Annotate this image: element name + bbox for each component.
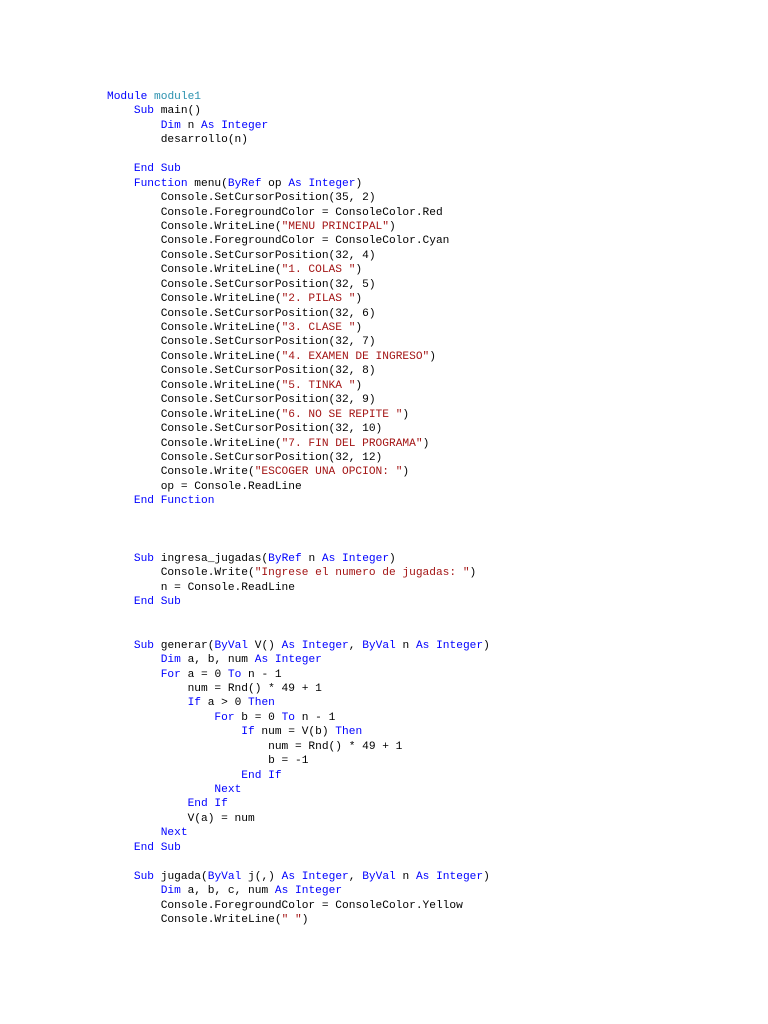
code-text: Console.SetCursorPosition(32, 7)	[107, 336, 376, 349]
code-line	[107, 292, 490, 306]
code-text: )	[469, 567, 477, 580]
code-text: V(a) = num	[107, 812, 255, 825]
keyword-token: To	[227, 668, 242, 681]
code-text: Console.Write(	[107, 466, 255, 479]
keyword-token: As	[274, 885, 289, 898]
code-text	[107, 163, 134, 175]
code-text	[147, 91, 154, 103]
keyword-token: Integer	[301, 870, 349, 883]
code-text: Console.ForegroundColor = ConsoleColor.Cyan	[107, 235, 450, 248]
code-line	[107, 408, 490, 422]
blank-line	[107, 538, 490, 552]
keyword-token: If	[241, 726, 255, 739]
code-text: )	[355, 379, 363, 392]
code-text: a, b, c, num	[180, 885, 275, 898]
type-token: module1	[154, 91, 202, 103]
code-text: )	[402, 408, 410, 421]
code-line	[107, 639, 490, 653]
keyword-token: As	[288, 177, 302, 190]
code-line	[107, 364, 490, 378]
code-line	[107, 191, 490, 205]
keyword-token: ByVal	[207, 870, 242, 883]
keyword-token: ByVal	[214, 639, 249, 652]
keyword-token: As	[281, 870, 296, 883]
code-text: Console.SetCursorPosition(32, 5)	[107, 278, 376, 291]
code-text	[107, 553, 134, 565]
keyword-token: Dim	[160, 119, 181, 132]
code-text: Console.WriteLine(	[107, 408, 282, 421]
code-line	[107, 566, 490, 580]
code-text	[107, 495, 134, 507]
code-line	[107, 812, 490, 826]
string-literal: "5. TINKA "	[281, 379, 356, 392]
code-text: Console.SetCursorPosition(32, 10)	[107, 423, 383, 436]
code-line	[107, 177, 490, 191]
code-line	[107, 422, 490, 436]
code-line	[107, 437, 490, 451]
code-line	[107, 234, 490, 248]
code-line	[107, 870, 490, 884]
keyword-token: As	[254, 654, 269, 667]
code-line	[107, 696, 490, 710]
keyword-token: ByVal	[362, 870, 396, 883]
keyword-token: For	[214, 711, 235, 724]
code-text: Console.WriteLine(	[107, 913, 282, 926]
code-text: Console.SetCursorPosition(32, 8)	[107, 365, 376, 378]
code-line	[107, 913, 490, 927]
string-literal: "MENU PRINCIPAL"	[281, 220, 389, 233]
code-text: Console.SetCursorPosition(32, 4)	[107, 249, 376, 262]
code-line	[107, 480, 490, 494]
code-line	[107, 653, 490, 667]
code-text	[107, 798, 188, 810]
blank-line	[107, 148, 490, 162]
keyword-token: Then	[248, 697, 275, 710]
code-line	[107, 826, 490, 840]
keyword-token: Sub	[133, 553, 155, 565]
code-listing	[107, 90, 490, 927]
string-literal: "2. PILAS "	[281, 293, 356, 306]
code-text	[107, 178, 134, 190]
code-text	[107, 654, 161, 666]
code-text	[107, 871, 134, 883]
code-text: a, b, num	[180, 654, 255, 667]
blank-line	[107, 509, 490, 523]
code-text: n - 1	[295, 711, 336, 724]
code-text: Console.WriteLine(	[107, 264, 282, 277]
code-text: Console.WriteLine(	[107, 220, 282, 233]
code-text: jugada(	[154, 870, 208, 883]
code-text: Console.WriteLine(	[107, 437, 282, 450]
code-text: )	[389, 553, 396, 565]
keyword-token: Integer	[436, 639, 484, 652]
keyword-token: Dim	[160, 885, 181, 898]
keyword-token: Next	[214, 784, 242, 796]
code-text: )	[483, 870, 490, 883]
code-line	[107, 740, 490, 754]
code-line	[107, 350, 490, 364]
code-text: n	[301, 553, 322, 565]
keyword-token: Then	[335, 726, 363, 739]
code-text: n = Console.ReadLine	[107, 581, 295, 594]
code-line	[107, 379, 490, 393]
keyword-token: Integer	[436, 870, 484, 883]
string-literal: "4. EXAMEN DE INGRESO"	[281, 350, 430, 363]
keyword-token: For	[160, 668, 181, 681]
code-text	[107, 827, 161, 839]
code-line	[107, 220, 490, 234]
code-text: Console.SetCursorPosition(32, 12)	[107, 451, 383, 464]
code-line	[107, 206, 490, 220]
code-text: )	[355, 293, 363, 306]
code-text	[107, 712, 214, 724]
code-line	[107, 668, 490, 682]
blank-line	[107, 610, 490, 624]
keyword-token: ByVal	[362, 639, 396, 652]
code-line	[107, 90, 490, 104]
code-line	[107, 769, 490, 783]
keyword-token: If	[187, 697, 202, 710]
code-text: Console.WriteLine(	[107, 293, 282, 306]
code-text: )	[355, 177, 363, 190]
code-text: n - 1	[241, 668, 282, 681]
code-text: n	[180, 119, 202, 132]
keyword-token: End Sub	[133, 163, 181, 176]
code-line	[107, 335, 490, 349]
keyword-token: Sub	[133, 105, 155, 118]
code-text: Console.WriteLine(	[107, 379, 282, 392]
string-literal: "6. NO SE REPITE "	[281, 408, 403, 421]
keyword-token: End Function	[133, 495, 215, 508]
code-line	[107, 278, 490, 292]
code-text: ,	[348, 870, 363, 883]
code-text: num = V(b)	[254, 726, 336, 739]
code-text	[107, 669, 161, 681]
code-text: ingresa_jugadas(	[154, 553, 269, 565]
code-line	[107, 307, 490, 321]
code-text	[107, 697, 188, 709]
keyword-token: As	[201, 119, 215, 132]
code-text	[107, 726, 241, 738]
keyword-token: As	[415, 870, 430, 883]
keyword-token: As	[321, 553, 336, 565]
keyword-token: Integer	[301, 639, 349, 652]
code-text: num = Rnd() * 49 + 1	[107, 682, 322, 695]
keyword-token: As	[415, 639, 430, 652]
keyword-token: Dim	[160, 654, 181, 667]
code-text: Console.SetCursorPosition(32, 9)	[107, 394, 376, 407]
code-text: )	[483, 639, 490, 652]
string-literal: "7. FIN DEL PROGRAMA"	[281, 437, 423, 450]
code-text: Console.SetCursorPosition(32, 6)	[107, 307, 376, 320]
keyword-token: Next	[160, 827, 188, 840]
code-text	[107, 596, 134, 608]
code-line	[107, 581, 490, 595]
code-line	[107, 133, 490, 147]
code-line	[107, 841, 490, 855]
keyword-token: Sub	[133, 870, 155, 883]
keyword-token: End If	[241, 769, 282, 782]
code-text: ,	[348, 639, 363, 652]
code-text: Console.WriteLine(	[107, 322, 282, 334]
code-text	[107, 784, 214, 796]
code-text: menu(	[187, 177, 228, 190]
code-text: )	[388, 220, 396, 233]
code-text: )	[301, 913, 309, 926]
code-text: main()	[154, 105, 202, 118]
code-text: )	[355, 322, 363, 334]
code-text	[268, 654, 275, 666]
code-line	[107, 451, 490, 465]
code-line	[107, 783, 490, 797]
code-line	[107, 711, 490, 725]
code-text: )	[402, 466, 410, 479]
code-text: op	[261, 177, 289, 190]
keyword-token: Integer	[274, 654, 322, 667]
code-text	[107, 640, 134, 652]
keyword-token: As	[281, 639, 296, 652]
blank-line	[107, 855, 490, 869]
keyword-token: Function	[133, 177, 188, 190]
keyword-token: Integer	[342, 553, 390, 565]
code-line	[107, 119, 490, 133]
blank-line	[107, 523, 490, 537]
keyword-token: To	[281, 711, 296, 724]
code-text: n	[395, 870, 416, 883]
code-text	[107, 120, 161, 132]
keyword-token: ByRef	[268, 553, 302, 565]
code-line	[107, 899, 490, 913]
code-text: Console.ForegroundColor = ConsoleColor.Yellow	[107, 899, 463, 912]
string-literal: "1. COLAS "	[281, 264, 356, 277]
code-text: Console.SetCursorPosition(35, 2)	[107, 192, 376, 205]
keyword-token: Integer	[308, 177, 356, 190]
code-line	[107, 465, 490, 479]
keyword-token: End Sub	[133, 596, 181, 609]
code-line	[107, 162, 490, 176]
keyword-token: Integer	[295, 885, 343, 898]
code-text: j(,)	[241, 870, 282, 883]
keyword-token: ByRef	[227, 177, 262, 190]
code-text: generar(	[154, 639, 215, 652]
code-text: n	[395, 639, 416, 652]
code-text	[107, 842, 134, 854]
code-line	[107, 725, 490, 739]
code-line	[107, 797, 490, 811]
code-text: a = 0	[180, 668, 228, 681]
code-line	[107, 263, 490, 277]
keyword-token: End Sub	[133, 841, 181, 854]
string-literal: "3. CLASE "	[281, 322, 356, 334]
blank-line	[107, 624, 490, 638]
code-text: b = -1	[107, 755, 309, 768]
code-line	[107, 595, 490, 609]
code-line	[107, 321, 490, 335]
code-text	[107, 105, 134, 117]
code-line	[107, 754, 490, 768]
code-text: desarrollo(n)	[107, 134, 248, 147]
keyword-token: Sub	[133, 639, 155, 652]
code-text: a > 0	[201, 697, 249, 710]
code-line	[107, 884, 490, 898]
code-text: Console.Write(	[107, 567, 255, 580]
code-text	[107, 885, 161, 897]
string-literal: "Ingrese el numero de jugadas: "	[254, 567, 470, 580]
code-line	[107, 494, 490, 508]
code-text: Console.WriteLine(	[107, 350, 282, 363]
code-text: )	[355, 264, 363, 277]
code-text: )	[429, 350, 436, 363]
code-line	[107, 682, 490, 696]
code-text: num = Rnd() * 49 + 1	[107, 740, 403, 753]
code-text	[295, 640, 302, 652]
code-text: V()	[248, 639, 282, 652]
string-literal: " "	[281, 913, 302, 926]
code-text: op = Console.ReadLine	[107, 480, 302, 493]
code-text	[107, 770, 241, 782]
keyword-token: Module	[107, 91, 148, 103]
keyword-token: End If	[187, 798, 228, 811]
code-text: b = 0	[234, 711, 282, 724]
code-text: )	[422, 437, 430, 450]
string-literal: "ESCOGER UNA OPCION: "	[254, 466, 403, 479]
code-line	[107, 552, 490, 566]
keyword-token: Integer	[221, 119, 269, 132]
code-line	[107, 249, 490, 263]
code-line	[107, 104, 490, 118]
code-line	[107, 393, 490, 407]
code-text	[295, 871, 302, 883]
code-text: Console.ForegroundColor = ConsoleColor.Red	[107, 206, 443, 219]
